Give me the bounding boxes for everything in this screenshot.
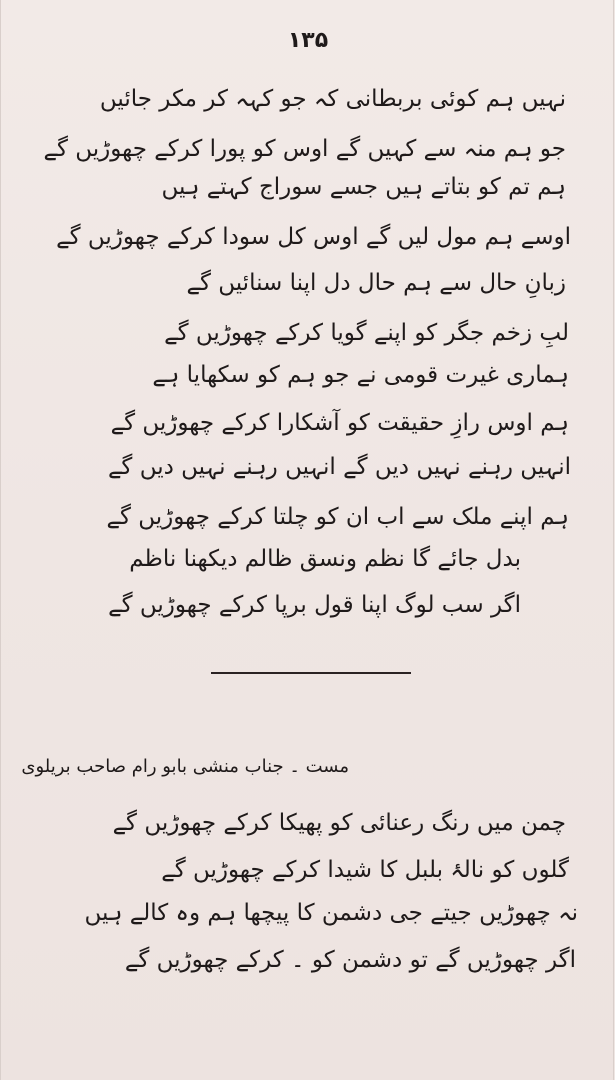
poem-one-line-4: اوسے ہم مول لیں گے اوس کل سودا کرکے چھوڑیں گے: [56, 224, 571, 250]
poem-one-line-8: ہم اوس رازِ حقیقت کو آشکارا کرکے چھوڑیں گے: [110, 410, 569, 436]
page-number: ۱۳۵: [287, 28, 329, 53]
poem-one-line-9: انہیں رہنے نہیں دیں گے انہیں رہنے نہیں دیں گے: [107, 454, 571, 480]
poem-one-line-1: نہیں ہم کوئی بربطانی کہ جو کہہ کر مکر جائیں: [99, 86, 566, 112]
section-divider: [211, 672, 411, 674]
poem-two-line-2: گلوں کو نالۂ بلبل کا شیدا کرکے چھوڑیں گے: [161, 857, 569, 883]
poem-one-line-3: ہم تم کو بتاتے ہیں جسے سوراج کہتے ہیں: [161, 174, 566, 200]
poem-one-line-5: زبانِ حال سے ہم حال دل اپنا سنائیں گے: [186, 270, 566, 296]
poem-two-line-1: چمن میں رنگ رعنائی کو پھیکا کرکے چھوڑیں گے: [112, 810, 566, 836]
poem-one-line-10: ہم اپنے ملک سے اب ان کو چلتا کرکے چھوڑیں گے: [106, 504, 569, 530]
poem-one-line-7: ہماری غیرت قومی نے جو ہم کو سکھایا ہے: [152, 362, 569, 388]
poem-one-line-11: بدل جائے گا نظم ونسق ظالم دیکھنا ناظم: [129, 546, 521, 572]
poem-one-line-6: لبِ زخم جگر کو اپنے گویا کرکے چھوڑیں گے: [164, 320, 569, 346]
poem-one-line-2: جو ہم منہ سے کہیں گے اوس کو پورا کرکے چھوڑیں گے: [43, 136, 566, 162]
poem-two-line-3: نہ چھوڑیں جیتے جی دشمن کا پیچھا ہم وہ کالے ہیں: [84, 900, 578, 926]
poem-one-line-12: اگر سب لوگ اپنا قول برپا کرکے چھوڑیں گے: [108, 592, 521, 618]
poem-two-line-4: اگر چھوڑیں گے تو دشمن کو ۔ کرکے چھوڑیں گے: [124, 947, 576, 973]
poem-attribution: مست ۔ جناب منشی بابو رام صاحب بریلوی: [21, 756, 349, 777]
